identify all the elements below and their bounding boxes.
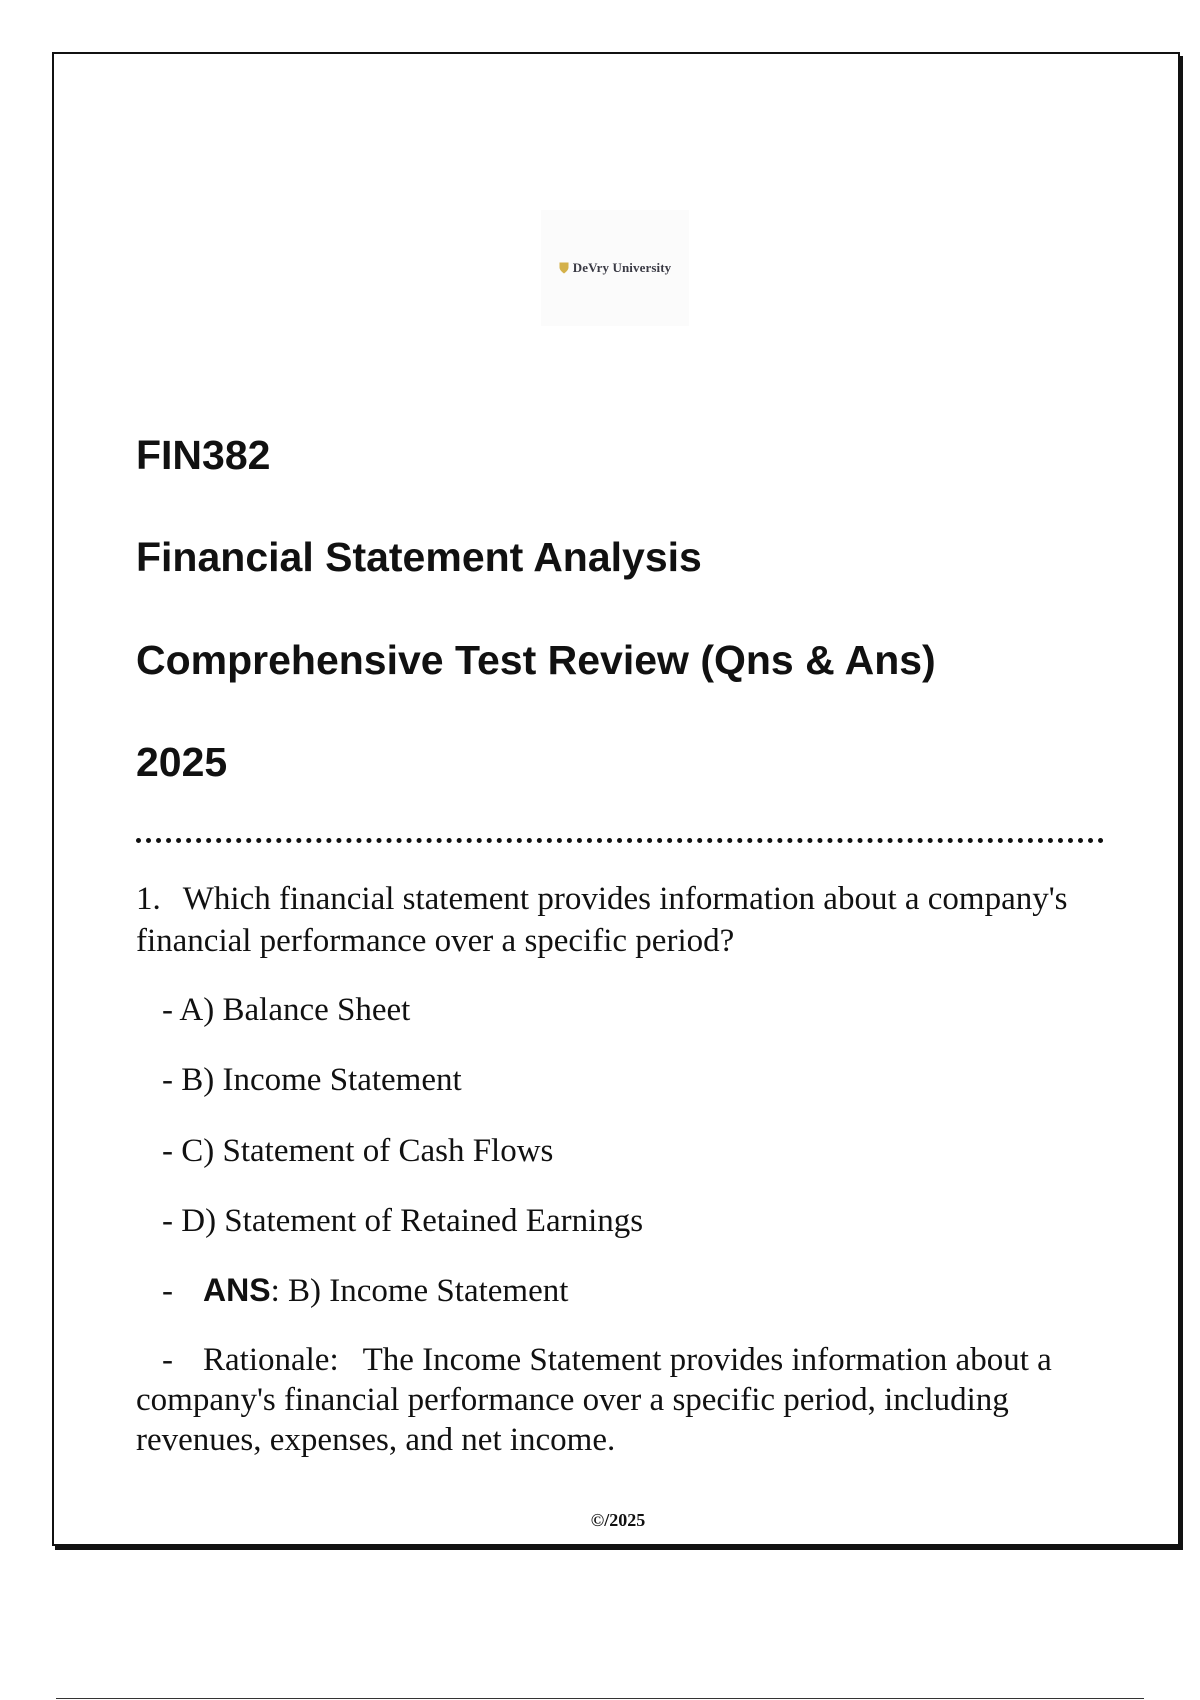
option-d: - D) Statement of Retained Earnings (162, 1203, 644, 1239)
university-logo (541, 210, 689, 326)
rationale-label: Rationale: (203, 1342, 339, 1378)
question-body: Which financial statement provides information about a company's financial performance over a specific period? (136, 881, 1068, 959)
answer-dash: - (162, 1273, 173, 1309)
rationale-dash: - (162, 1342, 173, 1378)
question-text (136, 878, 1096, 962)
answer-text: : B) Income Statement (270, 1273, 569, 1309)
option-a: - A) Balance Sheet (162, 992, 411, 1028)
document-year: 2025 (136, 739, 228, 785)
shield-icon (559, 262, 569, 274)
document-subtitle: Comprehensive Test Review (Qns & Ans) (136, 637, 936, 683)
option-c: - C) Statement of Cash Flows (162, 1133, 554, 1169)
rationale-text: The Income Statement provides information about a company's financial performance over a specific period, including revenues, expenses, and net income. (136, 1342, 1052, 1458)
bottom-divider (56, 1698, 1144, 1699)
copyright-footer: ©/2025 (590, 1510, 646, 1530)
logo-text: DeVry University (572, 260, 672, 275)
answer-line (162, 1270, 568, 1311)
rationale (136, 1340, 1096, 1460)
course-title: Financial Statement Analysis (136, 534, 702, 580)
question-number: 1. (136, 881, 161, 917)
answer-label: ANS (203, 1272, 271, 1308)
option-b: - B) Income Statement (162, 1062, 462, 1098)
dotted-divider (136, 838, 1104, 843)
course-code: FIN382 (136, 432, 271, 478)
